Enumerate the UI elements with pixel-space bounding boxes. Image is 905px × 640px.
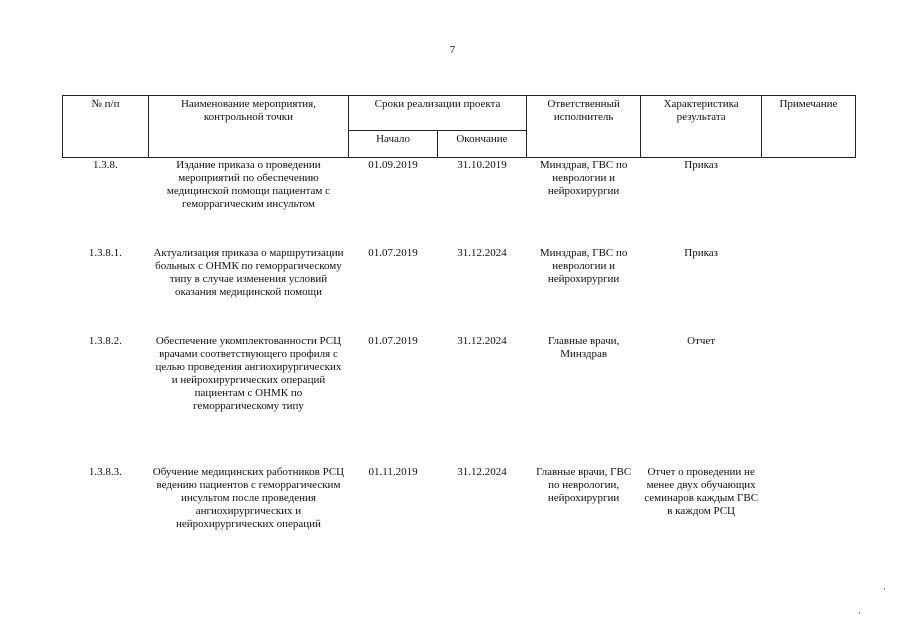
row-num: 1.3.8.	[93, 159, 118, 171]
table-row	[63, 334, 856, 465]
row-start: 01.11.2019	[368, 466, 418, 478]
row-note	[761, 465, 855, 556]
header-responsible: Ответственный исполнитель	[526, 96, 640, 158]
activity-table	[62, 95, 856, 556]
row-end: 31.12.2024	[457, 466, 507, 478]
row-name: Актуализация приказа о маршрутизации больных с ОНМК по геморрагическому типу в случае изменения условий оказания медицинской помощи	[153, 247, 344, 298]
row-start: 01.07.2019	[368, 247, 418, 259]
row-end: 31.12.2024	[457, 247, 507, 259]
row-start: 01.07.2019	[368, 335, 418, 347]
header-period: Сроки реализации проекта	[349, 96, 527, 131]
row-end: 31.10.2019	[457, 159, 507, 171]
row-responsible: Минздрав, ГВС по неврологии и нейрохирургии	[539, 247, 628, 285]
row-start: 01.09.2019	[368, 159, 418, 171]
row-note	[761, 334, 855, 465]
header-note: Примечание	[761, 96, 855, 158]
row-name: Издание приказа о проведении мероприятий по обеспечению медицинской помощи пациентам с геморрагическим инсультом	[166, 159, 331, 210]
row-end: 31.12.2024	[457, 335, 507, 347]
table-row	[63, 158, 856, 247]
header-end: Окончание	[438, 131, 527, 158]
row-responsible: Минздрав, ГВС по неврологии и нейрохирургии	[539, 159, 628, 197]
scan-speck: ·	[858, 608, 861, 618]
row-result: Отчет о проведении не менее двух обучающих семинаров каждым ГВС в каждом РСЦ	[644, 466, 759, 517]
row-name: Обучение медицинских работников РСЦ ведению пациентов с геморрагическим инсультом после проведения ангиохирургических и нейрохирургических операций	[152, 466, 345, 530]
row-num: 1.3.8.2.	[88, 335, 122, 347]
header-result: Характеристика результата	[641, 96, 762, 158]
row-responsible: Главные врачи, Минздрав	[547, 335, 620, 360]
table-row	[63, 465, 856, 556]
row-num: 1.3.8.3.	[88, 466, 122, 478]
row-result: Приказ	[684, 247, 718, 259]
scan-speck: ·	[883, 584, 886, 594]
row-result: Приказ	[684, 159, 718, 171]
header-start: Начало	[349, 131, 438, 158]
header-num: № п/п	[63, 96, 149, 158]
row-result: Отчет	[687, 335, 716, 347]
row-num: 1.3.8.1.	[88, 247, 122, 259]
row-note	[761, 246, 855, 334]
row-responsible: Главные врачи, ГВС по неврологии, нейрохирургии	[536, 466, 632, 504]
page-number: 7	[449, 44, 456, 56]
header-name: Наименование мероприятия, контрольной точки	[148, 96, 348, 158]
row-name: Обеспечение укомплектованности РСЦ врачами соответствующего профиля с целью проведения ангиохирургических и нейрохирургических операций пациентам с ОНМК по геморрагическому типу	[155, 335, 342, 412]
row-note	[761, 158, 855, 247]
table-row	[63, 246, 856, 334]
